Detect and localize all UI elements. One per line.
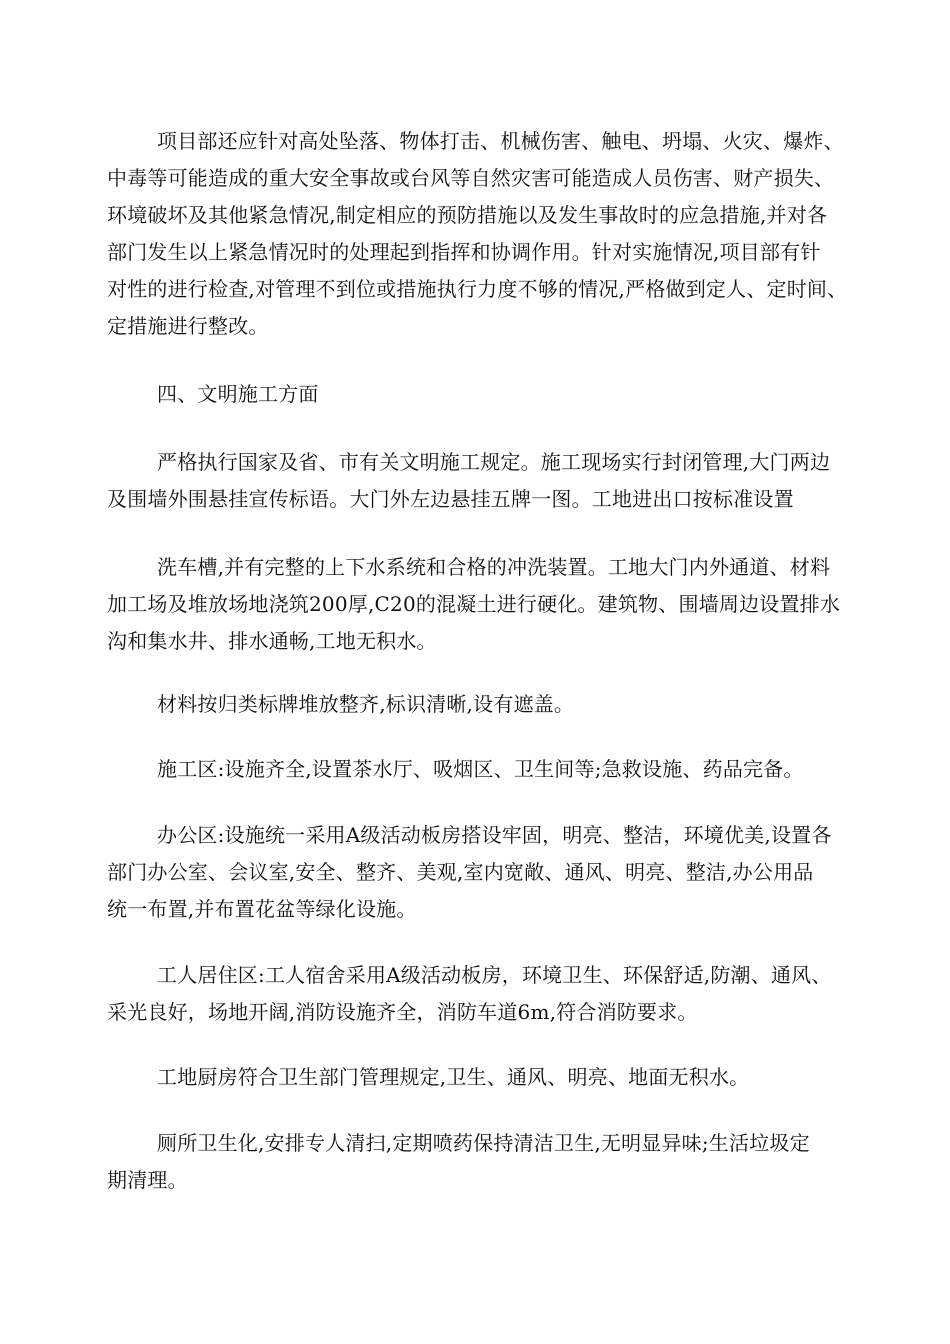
paragraph-line: 施工区:设施齐全,设置茶水厅、吸烟区、卫生间等;急救设施、药品完备。: [157, 757, 804, 781]
paragraph-line: 中毒等可能造成的重大安全事故或台风等自然灾害可能造成人员伤害、财产损失、: [107, 166, 835, 190]
paragraph-line: 统一布置,并布置花盆等绿化设施。: [107, 897, 417, 921]
paragraph-line: 办公区:设施统一采用A级活动板房搭设牢固，明亮、整洁，环境优美,设置各: [157, 823, 832, 847]
paragraph-line: 工地厨房符合卫生部门管理规定,卫生、通风、明亮、地面无积水。: [157, 1065, 750, 1089]
paragraph-line: 工人居住区:工人宿舍采用A级活动板房，环境卫生、环保舒适,防潮、通风、: [157, 963, 832, 987]
paragraph-line: 及围墙外围悬挂宣传标语。大门外左边悬挂五牌一图。工地进出口按标准设置: [107, 487, 794, 511]
paragraph-line: 加工场及堆放场地浇筑200厚,C20的混凝土进行硬化。建筑物、围墙周边设置排水: [107, 592, 841, 616]
paragraph-line: 部门发生以上紧急情况时的处理起到指挥和协调作用。针对实施情况,项目部有针: [107, 240, 821, 264]
paragraph-line: 严格执行国家及省、市有关文明施工规定。施工现场实行封闭管理,大门两边: [157, 450, 831, 474]
paragraph-line: 期清理。: [107, 1168, 188, 1192]
paragraph-line: 采光良好，场地开阔,消防设施齐全，消防车道6m,符合消防要求。: [107, 1000, 698, 1024]
paragraph-line: 洗车槽,并有完整的上下水系统和合格的冲洗装置。工地大门内外通道、材料: [157, 555, 831, 579]
paragraph-line: 沟和集水井、排水通畅,工地无积水。: [107, 629, 437, 653]
paragraph-line: 厕所卫生化,安排专人清扫,定期喷药保持清洁卫生,无明显异味;生活垃圾定: [157, 1131, 810, 1155]
section-heading: 四、文明施工方面: [157, 382, 319, 406]
paragraph-line: 部门办公室、会议室,安全、整齐、美观,室内宽敞、通风、明亮、整洁,办公用品: [107, 860, 814, 884]
paragraph-line: 定措施进行整改。: [107, 314, 269, 338]
paragraph-line: 项目部还应针对高处坠落、物体打击、机械伤害、触电、坍塌、火灾、爆炸、: [157, 129, 844, 153]
paragraph-line: 环境破坏及其他紧急情况,制定相应的预防措施以及发生事故时的应急措施,并对各: [107, 203, 828, 227]
paragraph-line: 材料按归类标牌堆放整齐,标识清晰,设有遮盖。: [157, 692, 575, 716]
paragraph-line: 对性的进行检查,对管理不到位或措施执行力度不够的情况,严格做到定人、定时间、: [107, 277, 848, 301]
